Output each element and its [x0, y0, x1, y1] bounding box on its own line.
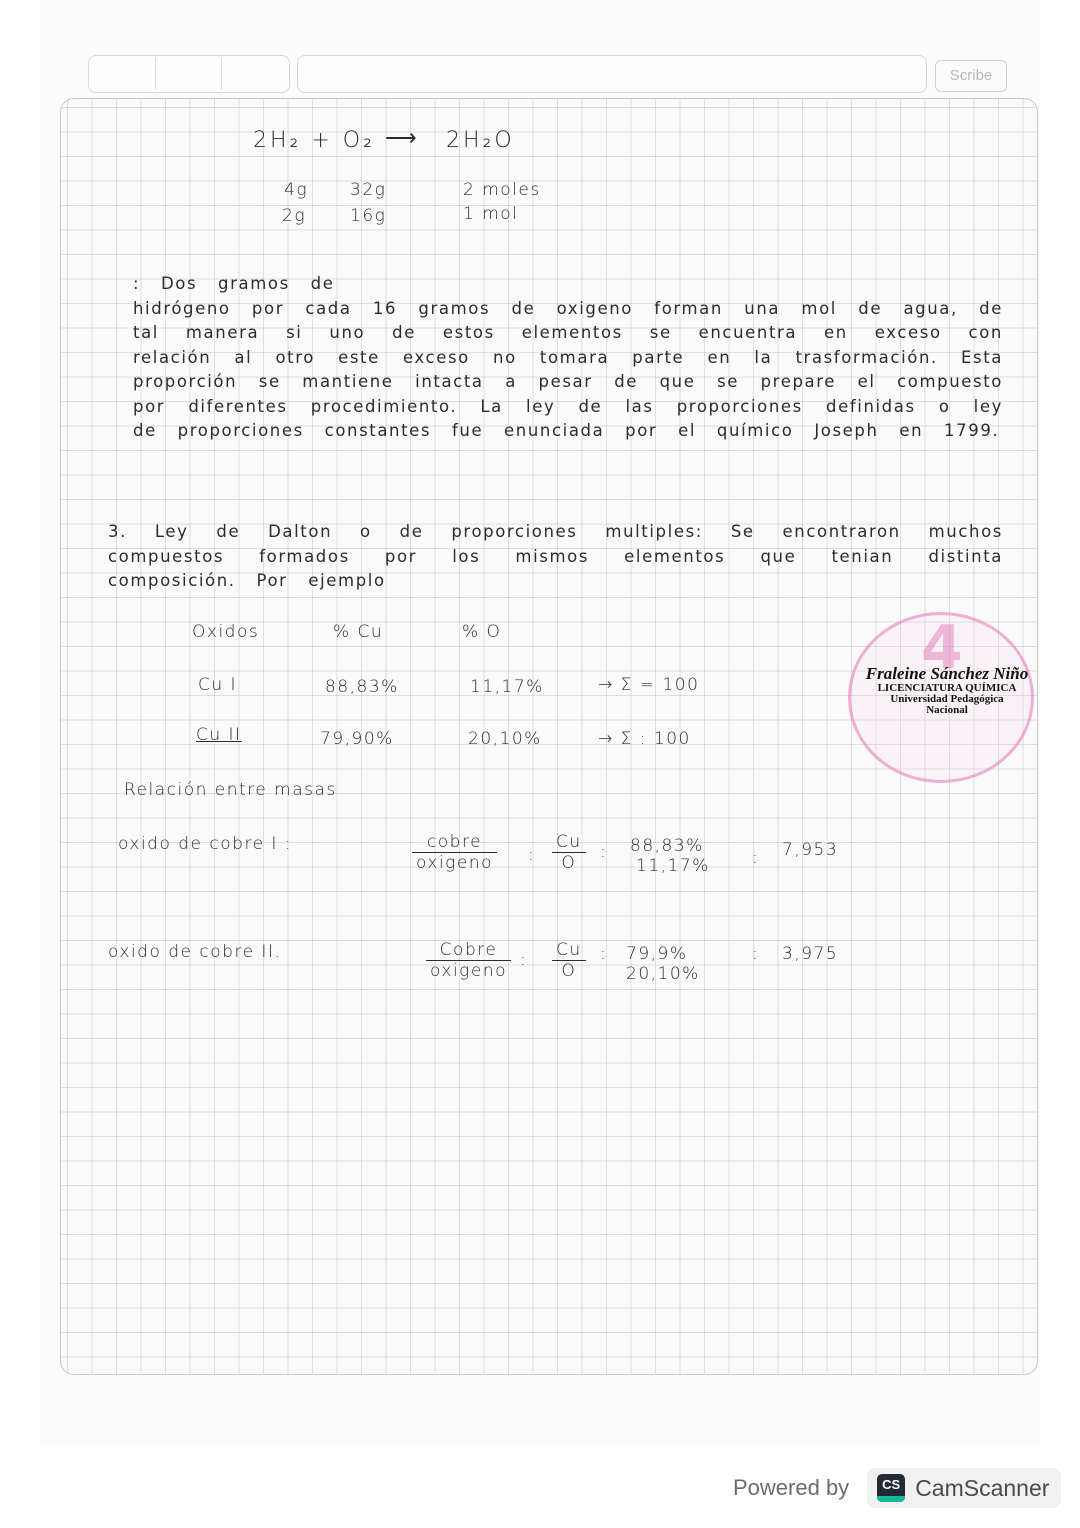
row-sum: → Σ : 100	[598, 729, 691, 749]
stamp-text: Fraleine Sánchez Niño LICENCIATURA QUÍMICA Universidad Pedagógica Nacional	[865, 664, 1029, 716]
camscanner-watermark	[733, 1466, 1061, 1510]
equation-reactants: 2H₂ + O₂	[253, 128, 375, 153]
date-box	[88, 55, 290, 93]
row-sum: → Σ = 100	[598, 675, 700, 695]
camscanner-name: CamScanner	[915, 1474, 1050, 1501]
stamp-figure-icon: 4	[921, 613, 963, 683]
row-o-percent: 20,10%	[468, 729, 542, 749]
ratio-result: 7,953	[782, 840, 839, 860]
ratio-words: $\frac{\text{Cobre}}{\text{oxigeno}}$	[426, 940, 511, 981]
camscanner-badge[interactable]	[867, 1468, 1061, 1508]
ratio-result: 3,975	[782, 944, 839, 964]
moles-h2o-row1: 2 moles	[463, 180, 541, 200]
equation-product: 2H₂O	[446, 128, 515, 153]
ratio-symbols: $\frac{Cu}{O}$	[552, 832, 586, 873]
paragraph-first-line: : Dos gramos de	[133, 274, 335, 293]
mass-o2-row2: 16g	[350, 206, 387, 226]
ratio-symbols: $\frac{Cu}{O}$	[552, 940, 586, 981]
header-percent-o: % O	[462, 622, 502, 642]
powered-by-label: Powered by	[733, 1475, 850, 1500]
section-3-dalton: 3. Ley de Dalton o de proporciones multiples: Se encontraron muchos compuestos formados por los mismos elementos que tenian distinta composición. Por ejemplo	[108, 522, 1003, 590]
reaction-arrow-icon: ⟶	[385, 126, 420, 151]
header-oxidos: Oxidos	[192, 622, 260, 642]
notebook-brand-logo: Scribe	[935, 60, 1007, 92]
relation-title: Relación entre masas	[124, 780, 337, 800]
camscanner-logo-icon: CS	[877, 1474, 905, 1502]
ratio-values: 79,9% 20,10%	[626, 944, 700, 984]
ratio-label: oxido de cobre II.	[108, 942, 282, 962]
paragraph-body: hidrógeno por cada 16 gramos de oxigeno forman una mol de agua, de tal manera si uno de estos elementos se encuentra en exceso con relación al otro este exceso no tomara parte en la trasformación. Esta proporción se mantiene intacta a pesar de que se prepare el compuesto por diferentes procedimiento. La ley de las proporciones definidas o ley de proporciones constantes fue enunciada por el químico Joseph en 1799.	[133, 298, 1003, 440]
ratio-words: $\frac{\text{cobre}}{\text{oxigeno}}$	[412, 832, 497, 873]
row-cu-percent: 79,90%	[320, 729, 394, 749]
ratio-label: oxido de cobre I :	[118, 834, 293, 854]
paragraph-definite-proportions	[133, 272, 1003, 444]
mass-h2-row2: 2g	[282, 206, 307, 226]
mass-h2-row1: 4g	[284, 180, 309, 200]
row-oxide: Cu II	[196, 725, 242, 745]
row-o-percent: 11,17%	[470, 677, 544, 697]
header-percent-cu: % Cu	[333, 622, 384, 642]
row-cu-percent: 88,83%	[325, 677, 399, 697]
moles-h2o-row2: 1 mol	[463, 204, 519, 224]
ratio-values: 88,83% 11,17%	[630, 836, 710, 876]
mass-o2-row1: 32g	[350, 180, 387, 200]
row-oxide: Cu I	[198, 675, 238, 695]
title-box	[297, 55, 927, 93]
